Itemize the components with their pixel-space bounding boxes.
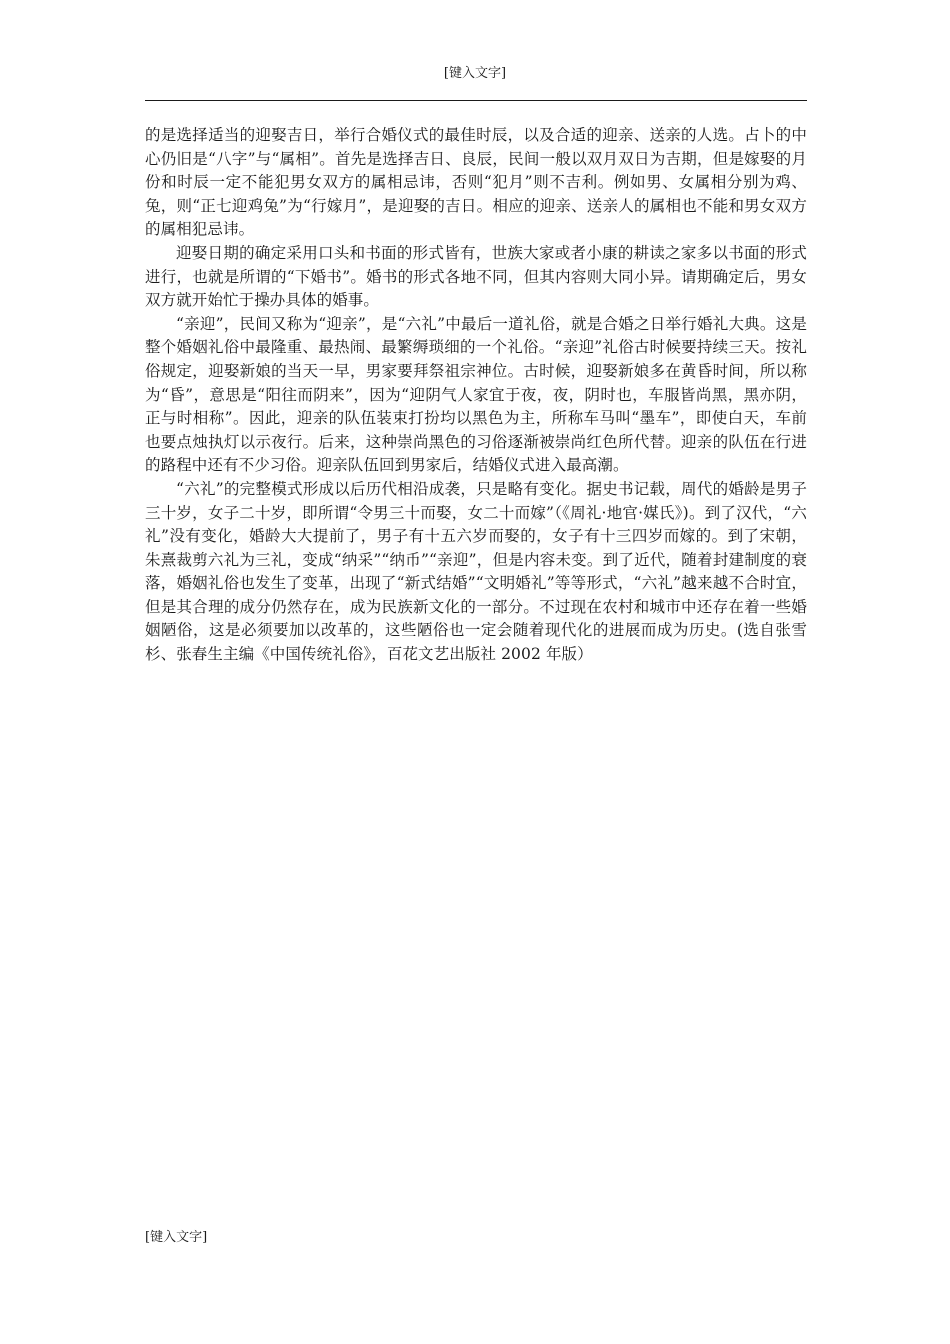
page-footer: [键入文字] — [145, 1230, 208, 1245]
document-body — [145, 124, 807, 667]
paragraph-six-rites-history: “六礼”的完整模式形成以后历代相沿成袭，只是略有变化。据史书记载，周代的婚龄是男子三十岁，女子二十岁，即所谓“令男三十而娶，女二十而嫁”（《周礼·地官·媒氏》)。到了汉代，“六礼”没有变化，婚龄大大提前了，男子有十五六岁而娶的，女子有十三四岁而嫁的。到了宋朝，朱熹裁剪六礼为三礼，变成“纳采”“纳币”“亲迎”，但是内容未变。到了近代，随着封建制度的衰落，婚姻礼俗也发生了变革，出现了“新式结婚”“文明婚礼”等等形式，“六礼”越来越不合时宜，但是其合理的成分仍然存在，成为民族新文化的一部分。不过现在农村和城市中还存在着一些婚姻陋俗，这是必须要加以改革的，这些陋俗也一定会随着现代化的进展而成为历史。(选自张雪杉、张春生主编《中国传统礼俗》，百花文艺出版社 2002 年版） — [145, 479, 807, 664]
paragraph-marriage-letter: 迎娶日期的确定采用口头和书面的形式皆有，世族大家或者小康的耕读之家多以书面的形式进行，也就是所谓的“下婚书”。婚书的形式各地不同，但其内容则大同小异。请期确定后，男女双方就开始忙于操办具体的婚事。 — [145, 243, 807, 310]
header-divider — [145, 100, 807, 101]
page-header: [键入文字] — [443, 66, 507, 81]
paragraph-wedding-date-selection: 的是选择适当的迎娶吉日，举行合婚仪式的最佳时辰，以及合适的迎亲、送亲的人选。占卜的中心仍旧是“八字”与“属相”。首先是选择吉日、良辰，民间一般以双月双日为吉期，但是嫁娶的月份和时辰一定不能犯男女双方的属相忌讳，否则“犯月”则不吉利。例如男、女属相分别为鸡、兔，则“正七迎鸡兔”为“行嫁月”，是迎娶的吉日。相应的迎亲、送亲人的属相也不能和男女双方的属相犯忌讳。 — [145, 126, 807, 239]
paragraph-qinying-ceremony: “亲迎”，民间又称为“迎亲”，是“六礼”中最后一道礼俗，就是合婚之日举行婚礼大典。这是整个婚姻礼俗中最隆重、最热闹、最繁缛琐细的一个礼俗。“亲迎”礼俗古时候要持续三天。按礼俗规定，迎娶新娘的当天一早，男家要拜祭祖宗神位。古时候，迎娶新娘多在黄昏时间，所以称为“昏”，意思是“阳往而阴来”，因为“迎阴气人家宜于夜，夜，阴时也，车服皆尚黑，黑亦阴，正与时相称”。因此，迎亲的队伍装束打扮均以黑色为主，所称车马叫“墨车”，即使白天，车前也要点烛执灯以示夜行。后来，这种崇尚黑色的习俗逐渐被崇尚红色所代替。迎亲的队伍在行进的路程中还有不少习俗。迎亲队伍回到男家后，结婚仪式进入最高潮。 — [145, 314, 807, 475]
